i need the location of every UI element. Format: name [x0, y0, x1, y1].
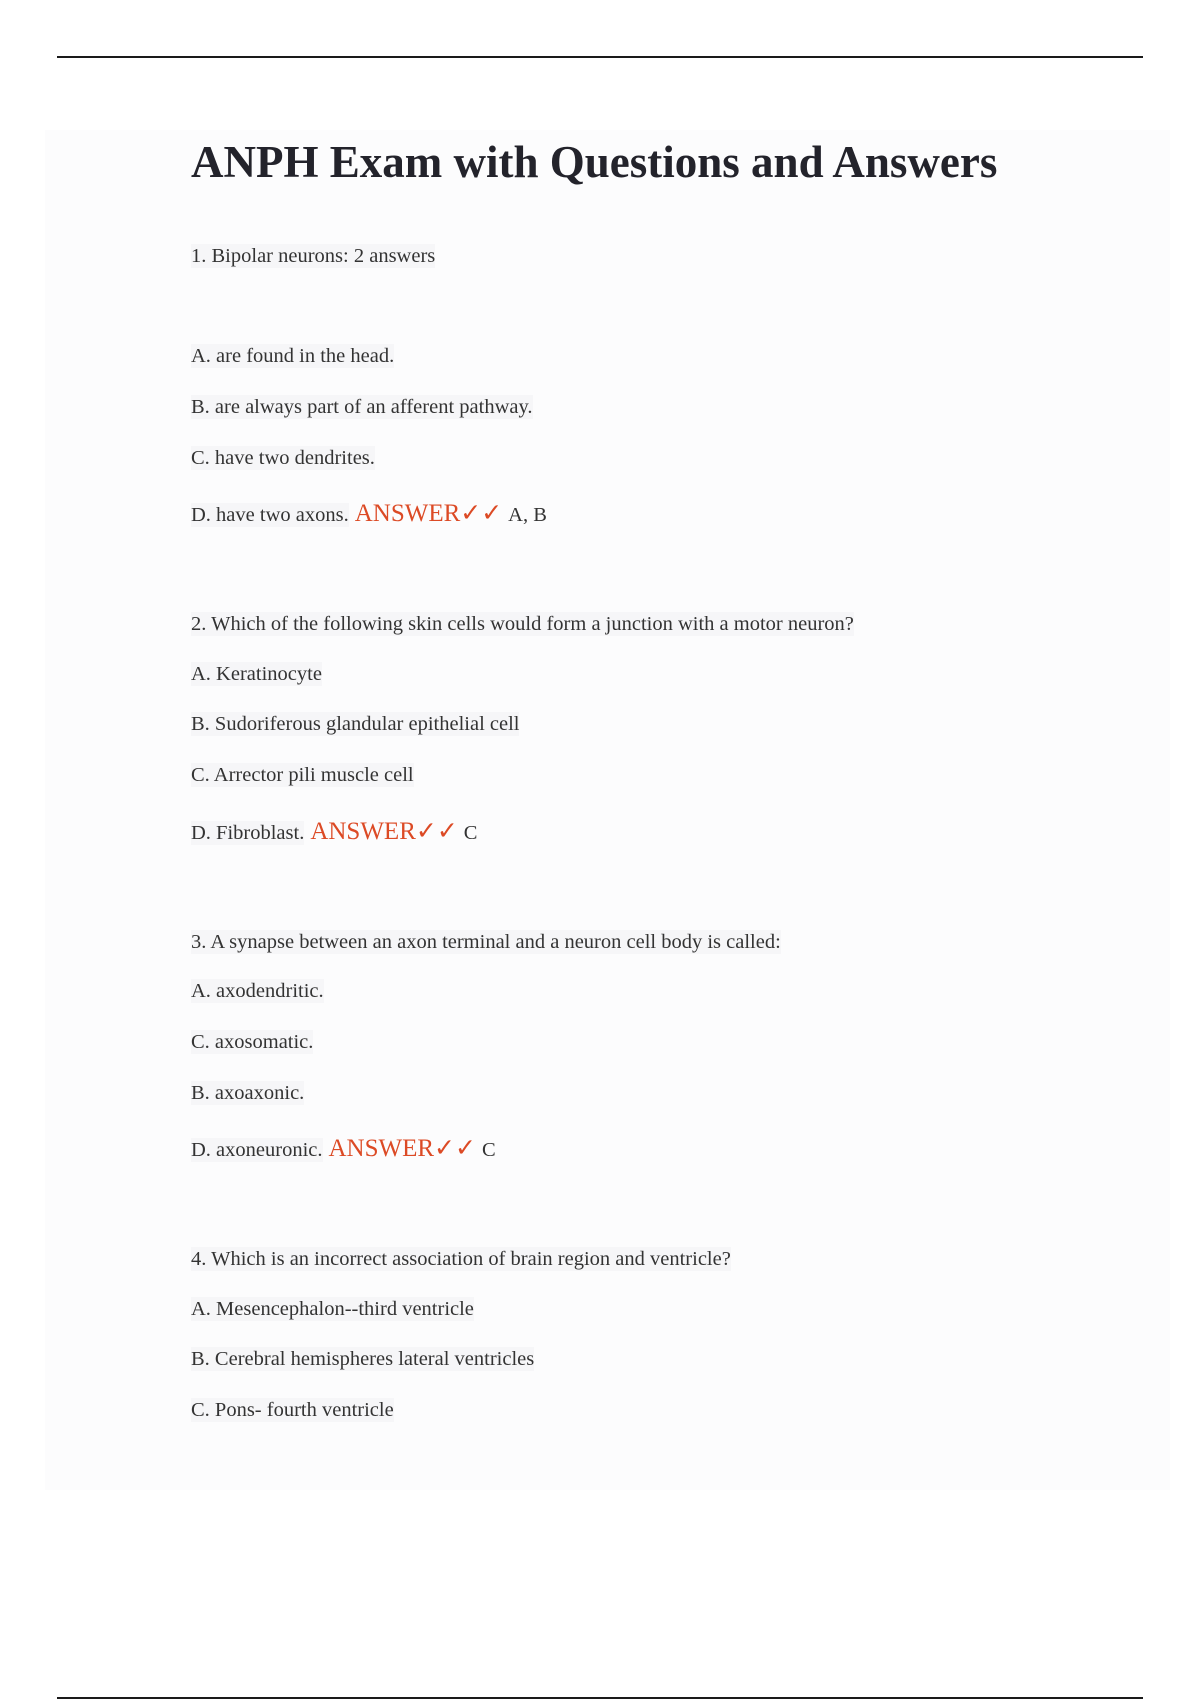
question-4-prompt: [191, 1245, 731, 1273]
option-text: C. Pons- fourth ventricle: [191, 1399, 394, 1421]
question-2-option-c: [191, 761, 414, 789]
question-2-prompt-text: 2. Which of the following skin cells would form a junction with a motor neuron?: [191, 613, 854, 635]
answer-value: C: [481, 1139, 496, 1161]
question-2-prompt: [191, 610, 854, 638]
question-4-prompt-text: 4. Which is an incorrect association of brain region and ventricle?: [191, 1248, 731, 1270]
question-2-option-a: [191, 660, 322, 688]
question-2-option-b: [191, 710, 519, 738]
question-3-prompt: [191, 928, 781, 956]
option-text: A. Mesencephalon--third ventricle: [191, 1298, 474, 1320]
option-text: B. Sudoriferous glandular epithelial cell: [191, 713, 520, 735]
question-3-prompt-text: 3. A synapse between an axon terminal and a neuron cell body is called:: [191, 931, 781, 953]
question-3-option-c: [191, 1028, 313, 1056]
question-1-prompt: [191, 242, 435, 270]
question-4-option-c: [191, 1396, 394, 1424]
answer-marker: ANSWER✓✓: [310, 818, 458, 845]
question-3-option-b: [191, 1079, 304, 1107]
question-1-option-a: [191, 342, 394, 370]
option-text: D. axoneuronic.: [191, 1139, 323, 1161]
question-2-option-d: [191, 818, 477, 847]
page-content-area: [45, 130, 1170, 1490]
option-text: C. have two dendrites.: [191, 447, 375, 469]
option-text: A. are found in the head.: [191, 345, 395, 367]
question-3-option-d: [191, 1135, 496, 1164]
answer-value: A, B: [508, 504, 547, 526]
option-text: B. axoaxonic.: [191, 1082, 305, 1104]
option-text: D. have two axons.: [191, 504, 349, 526]
option-text: C. axosomatic.: [191, 1031, 314, 1053]
option-text: D. Fibroblast.: [191, 822, 305, 844]
option-text: C. Arrector pili muscle cell: [191, 764, 414, 786]
answer-marker: ANSWER✓✓: [354, 500, 503, 527]
option-text: B. Cerebral hemispheres lateral ventricles: [191, 1348, 535, 1370]
question-4-option-a: [191, 1295, 474, 1323]
option-text: A. axodendritic.: [191, 980, 324, 1002]
question-1-option-d: [191, 500, 547, 529]
top-divider: [57, 56, 1143, 58]
option-text: B. are always part of an afferent pathway.: [191, 396, 533, 418]
question-1-prompt-text: 1. Bipolar neurons: 2 answers: [191, 245, 436, 267]
answer-value: C: [463, 822, 478, 844]
option-text: A. Keratinocyte: [191, 663, 322, 685]
bottom-divider: [57, 1697, 1143, 1699]
question-4-option-b: [191, 1345, 534, 1373]
question-1-option-c: [191, 444, 375, 472]
answer-marker: ANSWER✓✓: [328, 1135, 476, 1162]
question-3-option-a: [191, 977, 324, 1005]
page-title: ANPH Exam with Questions and Answers: [191, 137, 998, 187]
question-1-option-b: [191, 393, 533, 421]
